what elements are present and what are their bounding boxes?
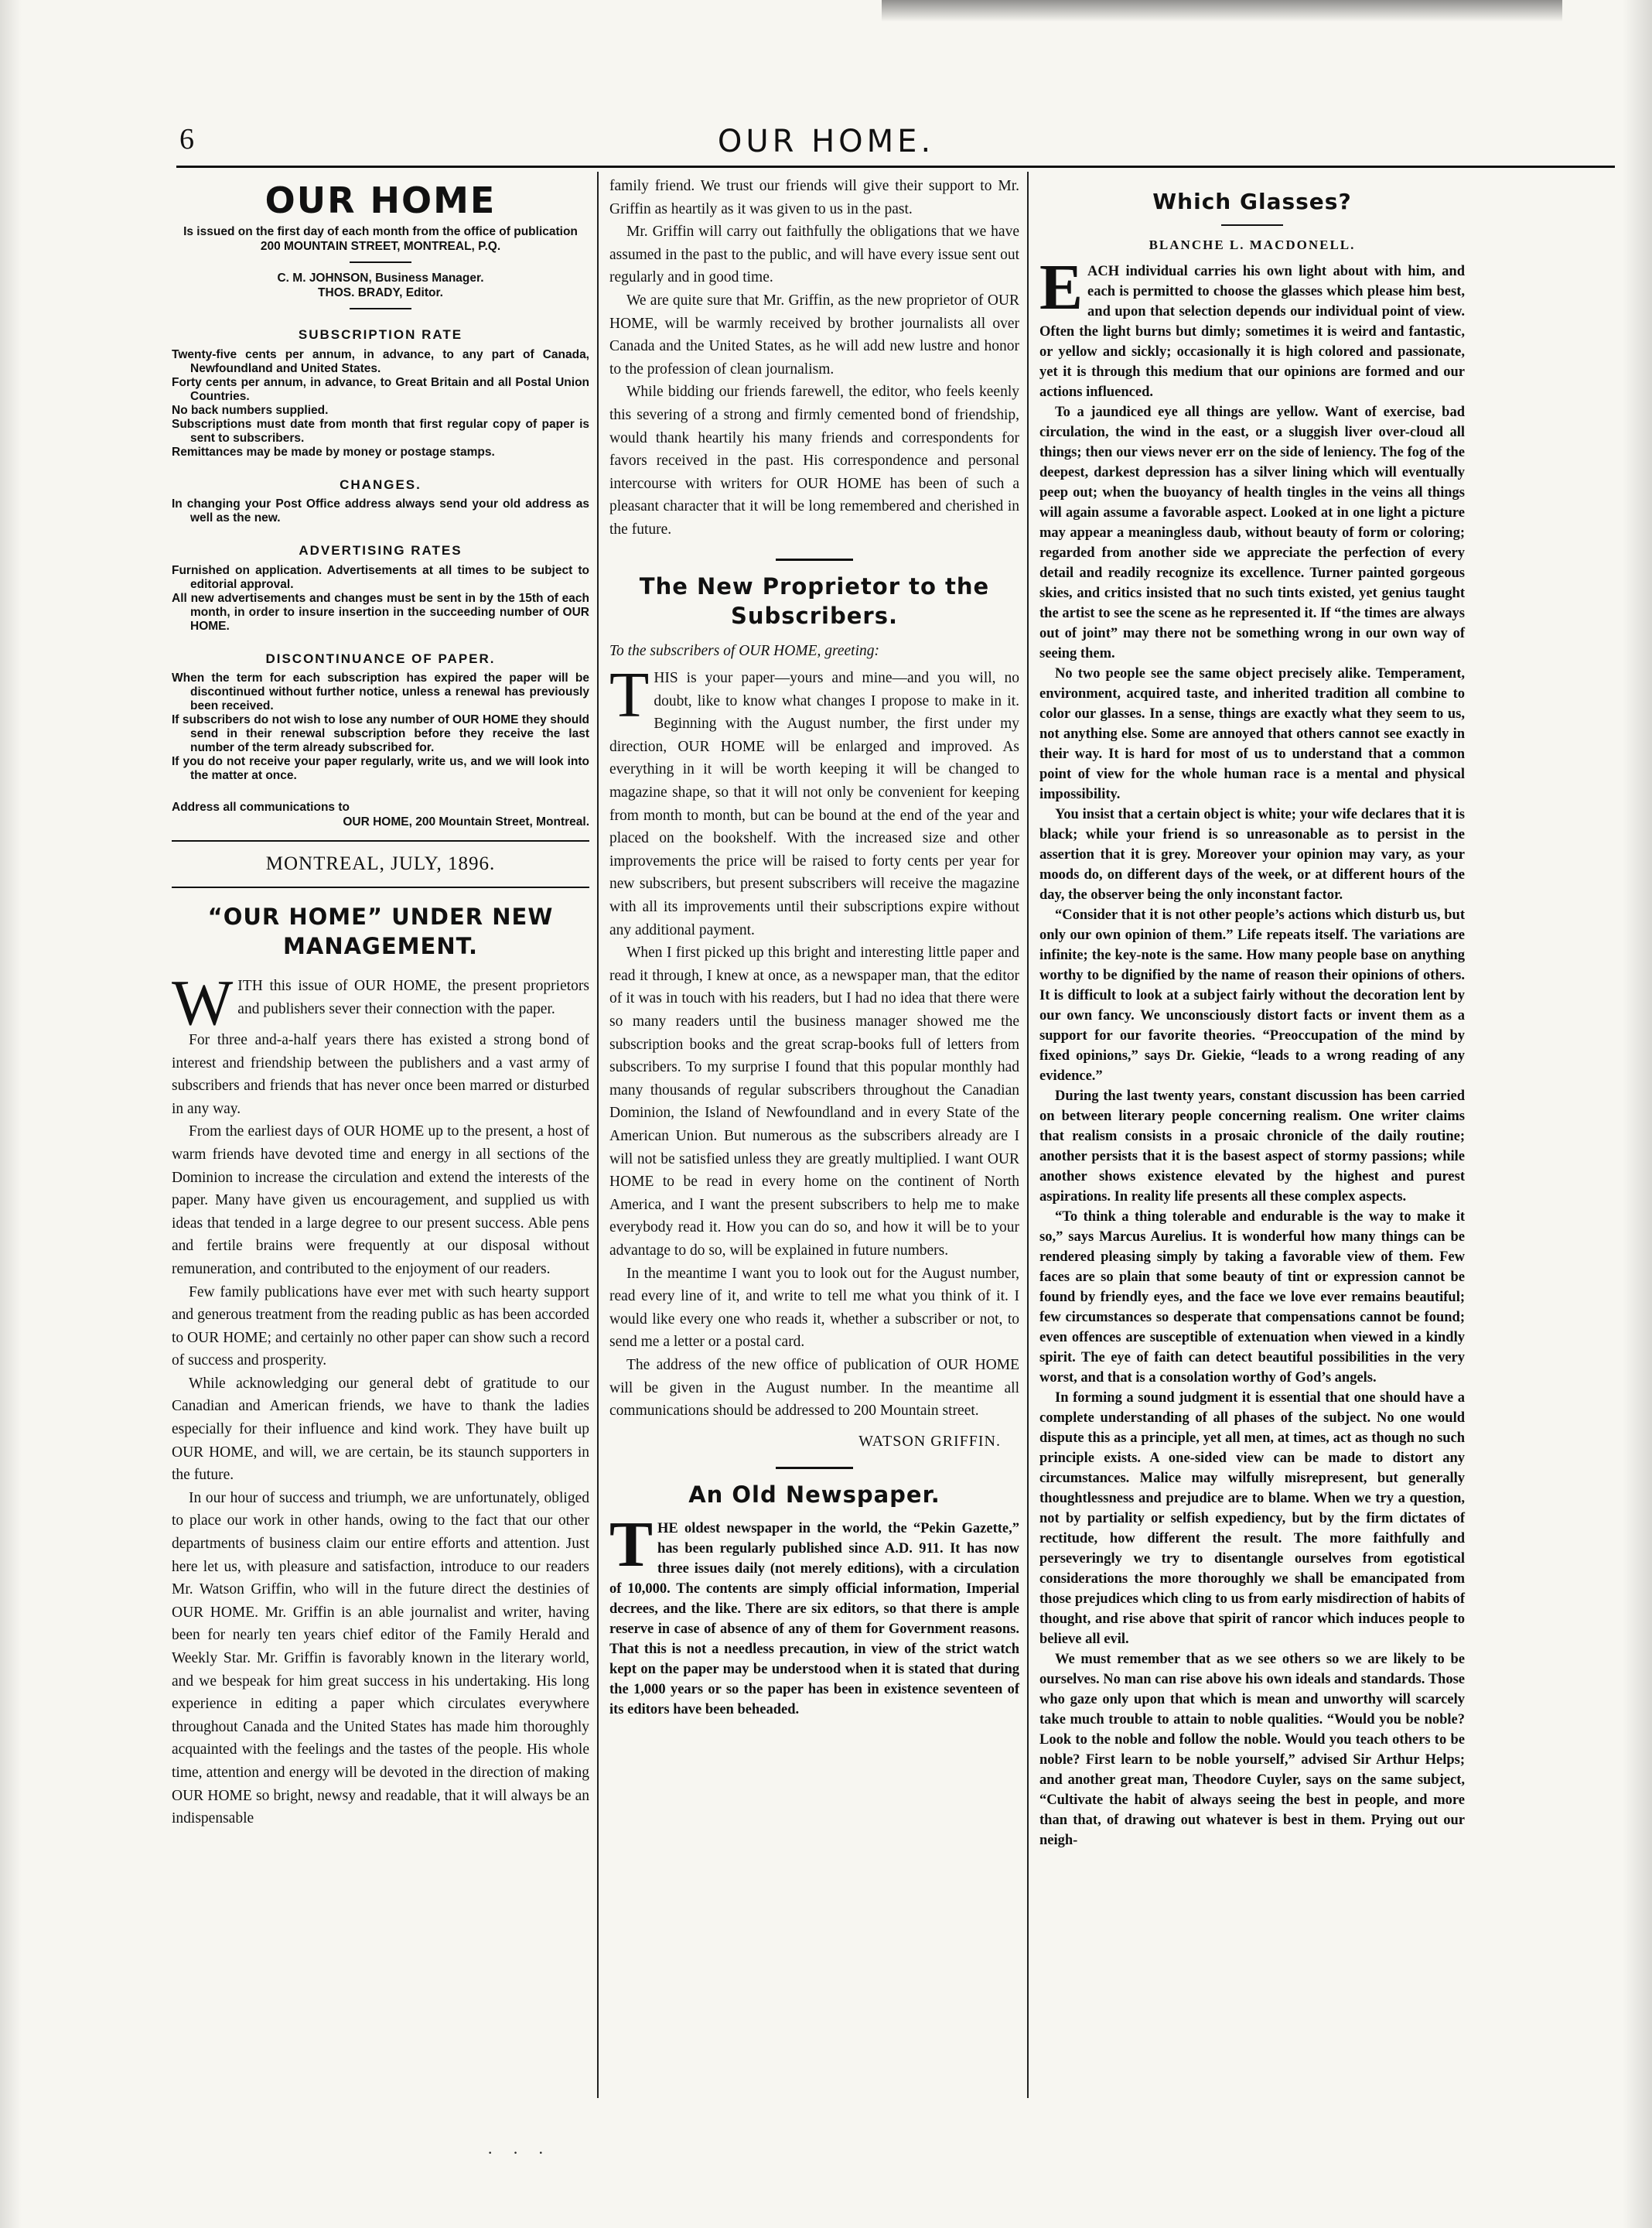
rule (1221, 224, 1283, 226)
article-title-management: “OUR HOME” UNDER NEW MANAGEMENT. (207, 903, 554, 959)
section-divider (776, 559, 853, 561)
article-title-proprietor: The New Proprietor to the Subscribers. (639, 572, 990, 629)
salutation: To the subscribers of OUR HOME, greeting: (609, 642, 879, 659)
column-2 (609, 175, 1019, 1720)
drop-cap: T (609, 1509, 654, 1581)
column-1 (172, 175, 589, 1830)
masthead-manager: C. M. JOHNSON, Business Manager. (277, 272, 484, 285)
article-paragraph: “To think a thing tolerable and endurable is the way to make it so,” says Marcus Aurelius. It is wonderful how many things can be rendered pleasing simply by taking a favorable view of them. Few faces are so plain that some beauty of tint or expression cannot be found by friendly eyes, and the face we love ever remains beautiful; few circumstances so desperate that compensations cannot be found; even offences are susceptible of extenuation when viewed in a kindly spirit. The eye of faith can detect beautiful possibilities in the very worst, and that is a consolation worthy of God’s angels. (1039, 1209, 1465, 1386)
article-paragraph: The address of the new office of publication of OUR HOME will be given in the August number. In the meantime all communications should be addressed to 200 Mountain street. (609, 1356, 1019, 1420)
discontinuance-item: If you do not receive your paper regularly, write us, and we will look into the matter at once. (172, 755, 589, 783)
column-rule-1 (597, 172, 599, 2098)
rule (172, 840, 589, 842)
running-title: OUR HOME. (717, 124, 935, 159)
scan-shadow-left (0, 0, 22, 2228)
header-rule (176, 166, 1615, 168)
article-paragraph: No two people see the same object precisely alike. Temperament, environment, acquired taste, and inherited tradition all combine to color our glasses. In a sense, things are exactly what they seem to us, not anything else. Some are annoyed that others cannot see exactly in their way. It is hard for most of us to understand that a common point of view for the whole human race is a mental and physical impossibility. (1039, 666, 1465, 802)
address-line: OUR HOME, 200 Mountain Street, Montreal. (343, 815, 589, 829)
discontinuance-item: If subscribers do not wish to lose any number of OUR HOME they should send in their renewal subscription before they receive the last number of the term already subscribed for. (172, 713, 589, 755)
drop-cap: W (172, 966, 234, 1039)
article-paragraph: For three and-a-half years there has existed a strong bond of interest and friendship between the publishers and a vast army of subscribers and friends that has never once been marred or disturbed in any way. (172, 1031, 589, 1117)
article-title-glasses: Which Glasses? (1152, 189, 1352, 214)
changes-text: In changing your Post Office address always send your old address as well as the new. (172, 497, 589, 525)
article-paragraph: Few family publications have ever met with such hearty support and generous treatment from the reading public as has been accorded to OUR HOME; and certainly no other paper can show such a record of success and prosperity. (172, 1283, 589, 1369)
advertising-item: Furnished on application. Advertisements at all times to be subject to editorial approval. (172, 563, 589, 591)
advertising-item: All new advertisements and changes must be sent in by the 15th of each month, in order to insure insertion in the succeeding number of OUR HOME. (172, 591, 589, 633)
masthead-title: OUR HOME (265, 179, 497, 221)
article-paragraph: Mr. Griffin will carry out faithfully the obligations that we have assumed in the past to the public, and will have every issue sent out regularly and in good time. (609, 224, 1019, 286)
dateline: MONTREAL, JULY, 1896. (265, 853, 496, 875)
article-text: HE oldest newspaper in the world, the “Pekin Gazette,” has been regularly published since A.D. 911. It has now three issues daily (not merely editions), with a circulation of 10,000. The contents are simply official information, Imperial decrees, and the like. There are six editors, so that there is ample reserve in case of absence of any of them for Government reasons. That this is not a needless precaution, in view of the strict watch kept on the paper may be understood when it is stated that during the 1,000 years or so the paper has been in existence seventeen of its editors have been beheaded. (609, 1521, 1019, 1718)
article-paragraph: “Consider that it is not other people’s actions which disturb us, but only our own opinion of them.” Life repeats itself. The variations are infinite; the key-note is the same. How many people base on anything worthy to be dignified by the name of reason their opinions of others. It is difficult to look at a subject fairly without the decoration lent by our own fancy. We unconsciously distort facts or invent them as a support for our favorite theories. “Preoccupation of the mind by fixed opinions,” says Dr. Giekie, “leads to a wrong reading of any evidence.” (1039, 907, 1465, 1084)
address-label: Address all communications to (172, 801, 350, 815)
scan-shadow-top (882, 0, 1562, 22)
article-paragraph: You insist that a certain object is white; your wife declares that it is black; while your friend is so unreasonable as to persist in the assertion that it is grey. Moreover your opinion may vary, as your moods do, on different days of the week, or at different hours of the day, the observer being the only inconstant factor. (1039, 807, 1465, 903)
subscription-item: No back numbers supplied. (172, 403, 329, 417)
discontinuance-item: When the term for each subscription has expired the paper will be discontinued without further notice, unless a renewal has previously been received. (172, 671, 589, 713)
masthead-address: 200 MOUNTAIN STREET, MONTREAL, P.Q. (260, 240, 501, 253)
column-3 (1039, 175, 1465, 1850)
advertising-heading: ADVERTISING RATES (299, 543, 462, 559)
byline: BLANCHE L. MACDONELL. (1149, 237, 1356, 252)
article-paragraph: While acknowledging our general debt of gratitude to our Canadian and American friends, we have to thank the ladies especially for their influence and kind work. They have built up OUR HOME, and will, we are certain, be its staunch supporters in the future. (172, 1375, 589, 1484)
article-lead: HIS is your paper—yours and mine—and you will, no doubt, like to know what changes I propose to make in it. Beginning with the August number, the first under my direction, OUR HOME will be enlarged and improved. As everything in it will be worth keeping it will be changed to magazine shape, so that it will not only be convenient for keeping from month to month, but can be bound at the end of the year and placed on the bookshelf. With the increased size and other improvements the price will be raised to forty cents per year for new subscribers, but present subscribers will receive the magazine with all its improvements until their subscriptions expire without any additional payment. (609, 670, 1019, 938)
scan-specks: · · · (487, 2143, 551, 2162)
article-paragraph: In our hour of success and triumph, we are unfortunately, obliged to place our work in other hands, owing to the fact that our other departments of business claim our entire efforts and attention. Just here let us, with pleasure and satisfaction, introduce to our readers Mr. Watson Griffin, who will in the future direct the destinies of OUR HOME. Mr. Griffin is an able journalist and writer, having been for nearly ten years chief editor of the Family Herald and Weekly Star. Mr. Griffin is favorably known in the literary world, and we bespeak for him great success in his undertaking. His long experience in editing a paper which circulates everywhere throughout Canada and the United States has made him thoroughly acquainted with the feelings and the tastes of the people. His whole time, attention and energy will be devoted in the direction of making OUR HOME so bright, newsy and readable, that it will always be an indispensable (172, 1489, 589, 1827)
column-rule-2 (1027, 172, 1029, 2098)
article-paragraph: To a jaundiced eye all things are yellow. Want of exercise, bad circulation, the wind in the east, or a sluggish liver over-cloud all things; then our views never err on the side of leniency. The fog of the deepest, darkest depression has a silver lining which will eventually peep out; when the buoyancy of health tingles in the veins all things will again assume a favorable aspect. Looked at in one light a picture may appear a meaningless daub, without beauty of form or coloring; regarded from another side we appreciate the perfection of every detail and readily recognize its excellence. Turner painted gorgeous skies, and critics insisted that no such tints existed, yet genius taught the artist to see the scene as he represented it. If “the times are always out of joint” may there not be something wrong in our own way of seeing them. (1039, 405, 1465, 661)
rule (350, 308, 411, 309)
subscription-item: Forty cents per annum, in advance, to Great Britain and all Postal Union Countries. (172, 375, 589, 403)
article-title-newspaper: An Old Newspaper. (688, 1481, 940, 1509)
masthead-editor: THOS. BRADY, Editor. (318, 286, 443, 299)
subscription-heading: SUBSCRIPTION RATE (298, 327, 463, 342)
article-lead: ITH this issue of OUR HOME, the present proprietors and publishers sever their connection with the paper. (237, 977, 589, 1017)
article-paragraph: From the earliest days of OUR HOME up to the present, a host of warm friends have devoted time and energy in all sections of the Dominion to increase the circulation and extend the interests of the paper. Many have given us encouragement, and supplied us with ideas that tended in a large degree to our present success. Able pens and fertile brains were frequently at our disposal without remuneration, and contributed to the enjoyment of our readers. (172, 1123, 589, 1277)
page-number: 6 (179, 123, 194, 155)
rule (172, 887, 589, 888)
rule (350, 261, 411, 263)
drop-cap: E (1039, 251, 1084, 323)
subscription-item: Subscriptions must date from month that first regular copy of paper is sent to subscribers. (172, 417, 589, 445)
article-paragraph: When I first picked up this bright and interesting little paper and read it through, I knew at once, as a newspaper man, that the editor of it was in touch with his readers, but I had no idea that there were so many readers until the business manager showed me the subscription books and the great scrap-books full of letters from subscribers. To my surprise I found that this popular monthly had many thousands of regular subscribers throughout the Canadian Dominion, the Island of Newfoundland and in every State of the American Union. But numerous as the subscribers already are I will not be satisfied unless they are greatly multiplied. I want OUR HOME to be read in every home on the continent of North America, and I want the present subscribers to help me to make everybody read it. How you can do so, and how it will be to your advantage to do so, will be explained in future numbers. (609, 945, 1019, 1259)
discontinuance-heading: DISCONTINUANCE OF PAPER. (265, 651, 496, 666)
changes-heading: CHANGES. (340, 477, 422, 492)
article-paragraph: We must remember that as we see others so we are likely to be ourselves. No man can rise above his own ideals and standards. Those who gaze only upon that which is mean and unworthy will scarcely take much trouble to attain to noble qualities. “Would you be noble? Look to the noble and follow the noble. Would you teach others to be noble? First learn to be noble yourself,” advised Sir Arthur Helps; and another great man, Theodore Cuyler, says on the same subject, “Cultivate the habit of always seeing the best in people, and more than that, of drawing out whatever is best in them. Prying out our neigh- (1039, 1652, 1465, 1848)
masthead-issued: Is issued on the first day of each month from the office of publication (183, 225, 578, 238)
subscription-item: Remittances may be made by money or postage stamps. (172, 445, 495, 459)
article-paragraph: During the last twenty years, constant discussion has been carried on between literary people concerning realism. One writer claims that realism consists in a prosaic chronicle of the daily routine; another persists that it is the basest aspect of stormy passions; while another shows existence elevated by the highest and purest aspirations. In reality life presents all these complex aspects. (1039, 1088, 1465, 1205)
article-paragraph: In forming a sound judgment it is essential that one should have a complete understanding of all phases of the subject. No one would dispute this as a principle, yet all men, at times, act as though no such principle exists. A one-sided view can be made to distort any circumstances. Malice may wilfully misrepresent, but generally thoughtlessness and prejudice are to blame. When we try a question, not by partiality or selfish expediency, but by the firm dictates of rectitude, how different the result. The more faithfully and perseveringly we try to disentangle ourselves from egotistical considerations the more thoroughly we shall be emancipated from those prejudices which cling to us from early misdirection of habits of thought, and rise above that spirit of rancor which induces people to believe all evil. (1039, 1390, 1465, 1647)
article-paragraph: We are quite sure that Mr. Griffin, as the new proprietor of OUR HOME, will be warmly received by brother journalists all over Canada and the United States, as he will add new lustre and honor to the profession of clean journalism. (609, 292, 1019, 378)
article-paragraph: family friend. We trust our friends will give their support to Mr. Griffin as heartily as it was given to us in the past. (609, 178, 1019, 217)
article-lead: ACH individual carries his own light about with him, and each is permitted to choose the glasses which please him best, and upon that selection depends our individual point of view. Often the light burns but dimly; sometimes it is weird and fantastic, or yellow and sickly; occasionally it is high colored and passionate, yet it is through this medium that our opinions are formed and our actions influenced. (1039, 264, 1465, 400)
signature: WATSON GRIFFIN. (858, 1432, 1001, 1450)
scan-shadow-right (1623, 0, 1652, 2228)
article-paragraph: In the meantime I want you to look out for the August number, read every line of it, and write to tell me what you think of it. I would like every one who reads it, whether a subscriber or not, to send me a letter or a postal card. (609, 1265, 1019, 1351)
section-divider (776, 1467, 853, 1469)
subscription-item: Twenty-five cents per annum, in advance, to any part of Canada, Newfoundland and United States. (172, 347, 589, 375)
article-paragraph: While bidding our friends farewell, the editor, who feels keenly this severing of a strong and firmly cemented bond of friendship, would thank heartily his many friends and correspondents for favors received in the past. His correspondence and personal intercourse with writers for OUR HOME has been of such a pleasant character that it will be long remembered and cherished in the future. (609, 384, 1019, 538)
drop-cap: T (609, 659, 650, 732)
